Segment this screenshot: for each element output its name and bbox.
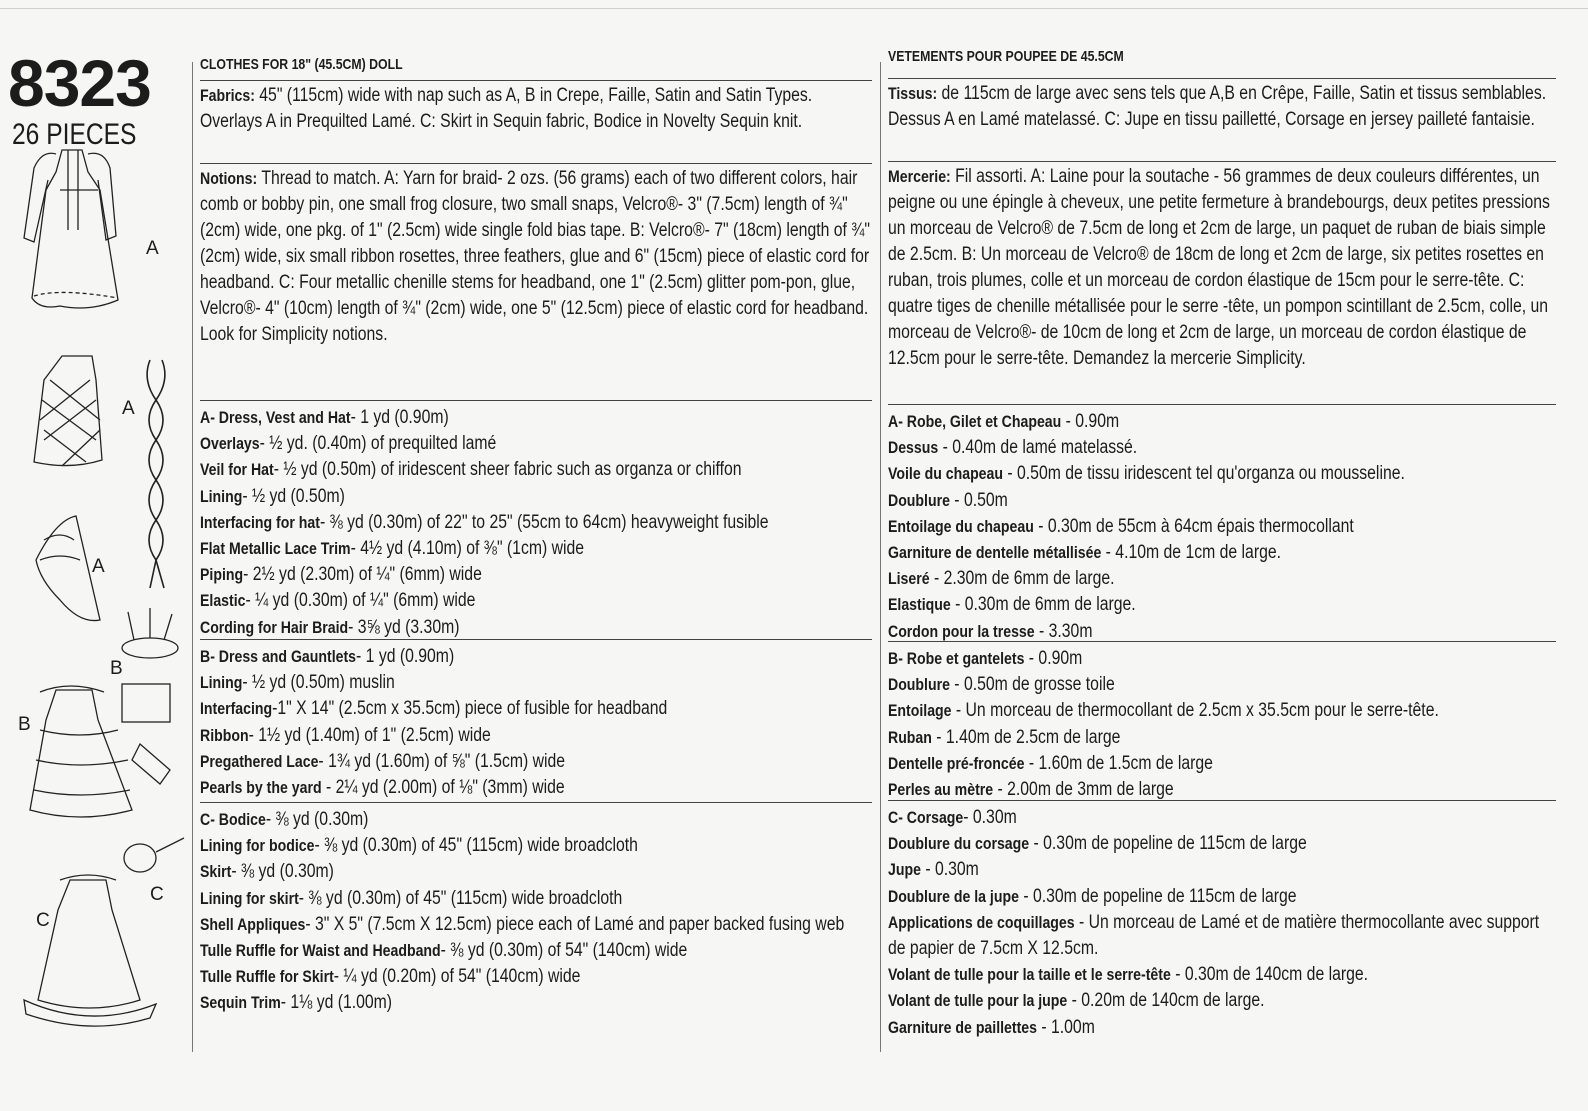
requirement-line: Tulle Ruffle for Skirt- ¼ yd (0.20m) of 54" (140cm) wide [200,966,581,988]
requirement-line: Tulle Ruffle for Waist and Headband- ⅜ yd (0.30m) of 54" (140cm) wide [200,940,688,962]
requirement-line: Lining- ½ yd (0.50m) [200,485,345,507]
requirement-line: Liseré - 2.30m de 6mm de large. [888,568,1115,590]
requirement-line: Garniture de paillettes - 1.00m [888,1016,1095,1038]
view-letter: B [18,714,31,735]
requirement-line: Perles au mètre - 2.00m de 3mm de large [888,779,1174,801]
requirement-line: Doublure - 0.50m de grosse toile [888,674,1115,696]
requirement-line: Overlays- ½ yd. (0.40m) of prequilted lamé [200,433,497,455]
section-c-list-fr [888,805,1556,1041]
requirement-line: B- Dress and Gauntlets- 1 yd (0.90m) [200,646,455,667]
french-title: VETEMENTS POUR POUPEE DE 45.5CM [888,48,1124,65]
requirement-line: A- Robe, Gilet et Chapeau - 0.90m [888,411,1120,432]
section-b-list [200,644,872,802]
requirement-line: Piping- 2½ yd (2.30m) of ¼" (6mm) wide [200,564,482,586]
requirement-line: Skirt- ⅜ yd (0.30m) [200,861,334,883]
braid-drawing [147,360,165,588]
section-b-list-fr [888,646,1556,800]
gauntlet-b-drawing [122,684,170,784]
headband-c-drawing [124,838,184,872]
requirement-line: Pregathered Lace- 1¾ yd (1.60m) of ⅝" (1.5cm) wide [200,750,566,772]
tissus-text: Tissus: de 115cm de large avec sens tels que A,B en Crêpe, Faille, Satin et tissus semblables. Dessus A en Lamé matelassé. C: Jupe en tissu pailletté, Corsage en jersey pailleté fantaisie. [888,83,1547,130]
requirement-line: Jupe - 0.30m [888,859,979,881]
view-letter: A [92,556,105,577]
requirement-line: Dentelle pré-froncée - 1.60m de 1.5cm de large [888,752,1213,774]
page-top-edge [0,8,1588,9]
requirement-line: Elastique - 0.30m de 6mm de large. [888,594,1136,616]
dress-c-drawing [24,875,156,1026]
requirement-line: Doublure du corsage - 0.30m de popeline de 115cm de large [888,833,1307,855]
hat-a-drawing [36,516,100,621]
requirement-line: Sequin Trim- 1⅛ yd (1.00m) [200,992,393,1014]
requirement-line: Cordon pour la tresse - 3.30m [888,620,1093,642]
requirement-line: B- Robe et gantelets - 0.90m [888,648,1083,669]
english-title: CLOTHES FOR 18" (45.5CM) DOLL [200,56,403,73]
requirement-line: Ribbon- 1½ yd (1.40m) of 1" (2.5cm) wide [200,724,491,746]
requirement-line: C- Bodice- ⅜ yd (0.30m) [200,809,369,830]
pattern-number: 8323 [8,46,151,120]
view-letter: A [146,238,159,259]
requirement-line: Interfacing for hat- ⅜ yd (0.30m) of 22" to 25" (55cm to 64cm) heavyweight fusible [200,511,769,533]
requirement-line: Pearls by the yard - 2¼ yd (2.00m) of ⅛" (3mm) wide [200,777,565,799]
headband-b-drawing [122,608,178,658]
requirement-line: Entoilage du chapeau - 0.30m de 55cm à 64cm épais thermocollant [888,515,1354,537]
view-letter: C [36,910,50,931]
requirement-line: Doublure de la jupe - 0.30m de popeline de 115cm de large [888,885,1297,907]
view-letter: A [122,398,135,419]
requirement-line: Elastic- ¼ yd (0.30m) of ¼" (6mm) wide [200,590,476,612]
section-a-list-fr [888,409,1556,641]
column-divider [192,62,193,1052]
column-divider [880,62,881,1052]
requirement-line: Lining for skirt- ⅜ yd (0.30m) of 45" (115cm) wide broadcloth [200,887,623,909]
requirement-line: Volant de tulle pour la taille et le serre-tête - 0.30m de 140cm de large. [888,964,1369,986]
dress-a-drawing [24,150,118,308]
requirement-line: Doublure - 0.50m [888,489,1008,511]
requirement-line: Applications de coquillages - Un morceau de Lamé et de matière thermocollante avec support de papier de 7.5cm X 12.5cm. [888,911,1540,960]
requirement-line: A- Dress, Vest and Hat- 1 yd (0.90m) [200,407,449,428]
notions-text: Notions: Thread to match. A: Yarn for braid- 2 ozs. (56 grams) each of two different colors, hair comb or bobby pin, one small frog closure, two small snaps, Velcro®- 3" (7.5cm) length of ¾" (2cm) wide, one pkg. of 1" (2.5cm) wide single fold bias tape. B: Velcro®- 7" (18cm) length of ¾" (2cm) wide, six small ribbon rosettes, three feathers, glue and 6" (15cm) piece of elastic cord for headband. C: Four metallic chenille stems for headband, one 1" (2.5cm) glitter pom-pon, glue, Velcro®- 4" (10cm) length of ¾" (2cm) wide, one 5" (12.5cm) piece of elastic cord for headband. Look for Simplicity notions. [200,168,871,345]
requirement-line: Volant de tulle pour la jupe - 0.20m de 140cm de large. [888,990,1265,1012]
requirement-line: Veil for Hat- ½ yd (0.50m) of iridescent sheer fabric such as organza or chiffon [200,459,742,481]
fabrics-text: Fabrics: 45" (115cm) wide with nap such as A, B in Crepe, Faille, Satin and Satin Types. Overlays A in Prequilted Lamé. C: Skirt in Sequin fabric, Bodice in Novelty Sequin knit. [200,85,813,132]
french-column [888,48,1556,1041]
requirement-line: Garniture de dentelle métallisée - 4.10m de 1cm de large. [888,542,1281,564]
requirement-line: Cording for Hair Braid- 3⅝ yd (3.30m) [200,616,460,638]
requirement-line: Lining for bodice- ⅜ yd (0.30m) of 45" (115cm) wide broadcloth [200,835,638,857]
mercerie-text: Mercerie: Fil assorti. A: Laine pour la soutache - 56 grammes de deux couleurs différentes, un peigne ou une épingle à cheveux, une petite fermeture à brandebourgs, deux petites pressions un morceau de Velcro® de 7.5cm de long et 2cm de large, un paquet de ruban de biais simple de 2.5cm. B: Un morceau de Velcro® de 18cm de long et 2cm de large, six petites rosettes en ruban, trois plumes, colle et un morceau de cordon élastique de 15cm pour le serre-tête. C: quatre tiges de chenille métallisée pour le serre -tête, un pompon scintillant de 2.5cm, colle, un morceau de Velcro®- de 10cm de long et 2cm de large, un morceau de cordon élastique de 12.5cm pour le serre-tête. Demandez la mercerie Simplicity. [888,166,1550,369]
section-c-list [200,807,872,1017]
requirement-line: Shell Appliques- 3" X 5" (7.5cm X 12.5cm) piece each of Lamé and paper backed fusing web [200,913,845,935]
requirement-line: Ruban - 1.40m de 2.5cm de large [888,726,1121,748]
vest-a-drawing [34,356,102,466]
section-a-list [200,405,872,639]
dress-b-drawing [30,686,132,817]
requirement-line: Lining- ½ yd (0.50m) muslin [200,672,395,694]
requirement-line: Entoilage - Un morceau de thermocollant de 2.5cm x 35.5cm pour le serre-tête. [888,700,1439,722]
requirement-line: Interfacing-1" X 14" (2.5cm x 35.5cm) piece of fusible for headband [200,698,668,720]
pieces-count: 26 PIECES [12,118,137,151]
view-letter: C [150,884,164,905]
english-column [200,48,872,1017]
requirement-line: Dessus - 0.40m de lamé matelassé. [888,437,1138,459]
requirement-line: Voile du chapeau - 0.50m de tissu iridescent tel qu'organza ou mousseline. [888,463,1405,485]
requirement-line: C- Corsage- 0.30m [888,807,1017,828]
requirement-line: Flat Metallic Lace Trim- 4½ yd (4.10m) of ⅜" (1cm) wide [200,538,585,560]
view-letter: B [110,658,123,679]
